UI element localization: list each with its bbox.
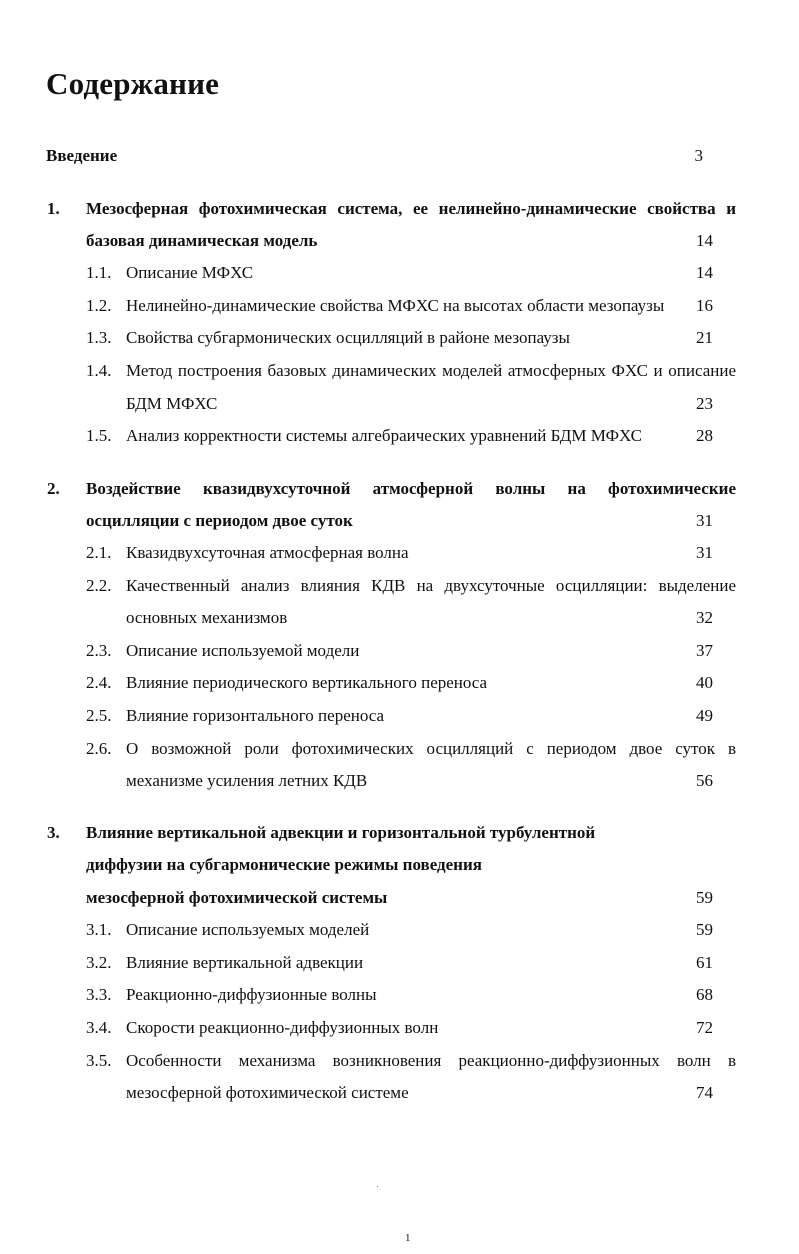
section-title: Скорости реакционно-диффузионных волн bbox=[126, 1018, 439, 1037]
section-title: основных механизмов bbox=[126, 608, 288, 627]
section-number: 2.1. bbox=[86, 543, 112, 562]
chapter-title: Влияние вертикальной адвекции и горизонтальной турбулентной bbox=[86, 823, 596, 842]
chapter-title: осцилляции с периодом двое суток bbox=[86, 511, 353, 530]
section-page: 49 bbox=[696, 706, 713, 725]
section-page: 14 bbox=[696, 263, 713, 282]
section-number: 1.3. bbox=[86, 328, 112, 347]
toc-intro-label: Введение bbox=[46, 146, 118, 165]
chapter-title: базовая динамическая модель bbox=[86, 231, 318, 250]
section-title: Квазидвухсуточная атмосферная волна bbox=[126, 543, 409, 562]
section-number: 1.4. bbox=[86, 361, 112, 380]
section-title: мезосферной фотохимической системе bbox=[126, 1083, 409, 1102]
section-number: 2.4. bbox=[86, 673, 112, 692]
section-number: 2.5. bbox=[86, 706, 112, 725]
section-page: 74 bbox=[696, 1083, 713, 1102]
section-page: 31 bbox=[696, 543, 713, 562]
chapter-title: Мезосферная фотохимическая система, ее нелинейно-динамические свойства и bbox=[86, 199, 736, 218]
section-page: 59 bbox=[696, 920, 713, 939]
section-page: 37 bbox=[696, 641, 713, 660]
section-number: 2.2. bbox=[86, 576, 112, 595]
chapter-title: мезосферной фотохимической системы bbox=[86, 888, 388, 907]
section-page: 61 bbox=[696, 953, 713, 972]
section-title: О возможной роли фотохимических осцилляций с периодом двое суток в bbox=[126, 739, 736, 758]
section-title: Качественный анализ влияния КДВ на двухсуточные осцилляции: выделение bbox=[126, 576, 736, 595]
section-page: 56 bbox=[696, 771, 713, 790]
section-title: Описание используемой модели bbox=[126, 641, 360, 660]
section-title: Нелинейно-динамические свойства МФХС на высотах области мезопаузы bbox=[126, 296, 665, 315]
section-title: Влияние вертикальной адвекции bbox=[126, 953, 364, 972]
section-number: 3.4. bbox=[86, 1018, 112, 1037]
scan-speck bbox=[377, 1186, 378, 1187]
section-number: 3.2. bbox=[86, 953, 112, 972]
chapter-page: 59 bbox=[696, 888, 713, 907]
section-title: Описание используемых моделей bbox=[126, 920, 370, 939]
chapter-title: диффузии на субгармонические режимы поведения bbox=[86, 855, 482, 874]
section-page: 72 bbox=[696, 1018, 713, 1037]
chapter-title: Воздействие квазидвухсуточной атмосферной волны на фотохимические bbox=[86, 479, 736, 498]
section-page: 21 bbox=[696, 328, 713, 347]
section-number: 1.1. bbox=[86, 263, 112, 282]
section-title: Влияние горизонтального переноса bbox=[126, 706, 385, 725]
section-page: 32 bbox=[696, 608, 713, 627]
section-number: 2.6. bbox=[86, 739, 112, 758]
section-title: Особенности механизма возникновения реакционно-диффузионных волн в bbox=[126, 1051, 736, 1070]
section-title: Реакционно-диффузионные волны bbox=[126, 985, 377, 1004]
section-title: Анализ корректности системы алгебраических уравнений БДМ МФХС bbox=[126, 426, 643, 445]
section-number: 1.2. bbox=[86, 296, 112, 315]
chapter-number: 1. bbox=[47, 199, 60, 218]
page-number: 1 bbox=[405, 1232, 411, 1244]
chapter-page: 31 bbox=[696, 511, 713, 530]
section-number: 3.3. bbox=[86, 985, 112, 1004]
section-title: Влияние периодического вертикального переноса bbox=[126, 673, 488, 692]
section-page: 28 bbox=[696, 426, 713, 445]
section-page: 16 bbox=[696, 296, 713, 315]
chapter-number: 2. bbox=[47, 479, 60, 498]
section-number: 2.3. bbox=[86, 641, 112, 660]
page-title: Содержание bbox=[46, 66, 220, 101]
section-title: Описание МФХС bbox=[126, 263, 254, 282]
section-number: 1.5. bbox=[86, 426, 112, 445]
section-title: механизме усиления летних КДВ bbox=[126, 771, 368, 790]
section-page: 68 bbox=[696, 985, 713, 1004]
section-number: 3.5. bbox=[86, 1051, 112, 1070]
section-title: БДМ МФХС bbox=[126, 394, 218, 413]
section-page: 40 bbox=[696, 673, 713, 692]
section-title: Свойства субгармонических осцилляций в районе мезопаузы bbox=[126, 328, 570, 347]
section-title: Метод построения базовых динамических моделей атмосферных ФХС и описание bbox=[126, 361, 736, 380]
chapter-page: 14 bbox=[696, 231, 713, 250]
chapter-number: 3. bbox=[47, 823, 60, 842]
section-number: 3.1. bbox=[86, 920, 112, 939]
toc-intro-page: 3 bbox=[694, 146, 703, 165]
section-page: 23 bbox=[696, 394, 713, 413]
